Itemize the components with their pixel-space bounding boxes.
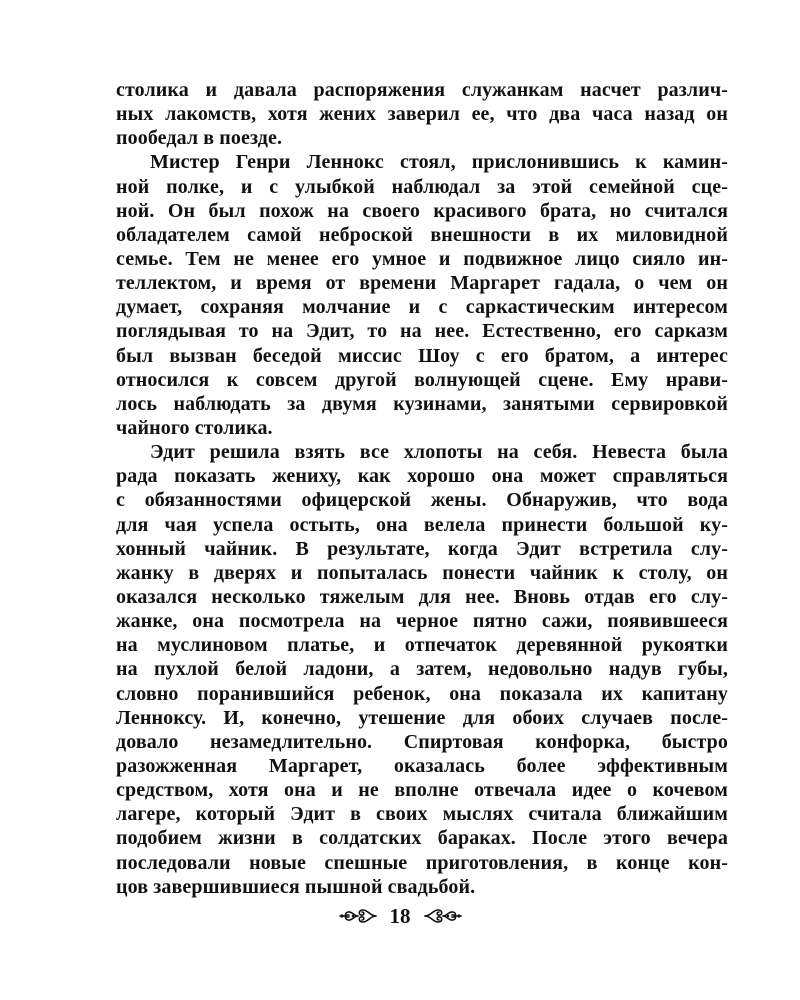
text-line: Ленноксу. И, конечно, утешение для обоих случаев после- xyxy=(116,706,728,729)
text-line: лось наблюдать за двумя кузинами, занятыми сервировкой xyxy=(116,392,728,415)
text-line: поглядывая то на Эдит, то на нее. Естественно, его сарказм xyxy=(116,320,728,343)
text-line: Эдит решила взять все хлопоты на себя. Невеста была xyxy=(150,441,728,464)
body-text xyxy=(116,78,728,899)
text-line: думает, сохраняя молчание и с саркастическим интересом xyxy=(116,296,728,319)
text-line: хонный чайник. В результате, когда Эдит встретила слу- xyxy=(116,537,728,560)
text-line: лагере, который Эдит в своих мыслях считала ближайшим xyxy=(116,803,728,826)
text-line: разожженная Маргарет, оказалась более эффективным xyxy=(116,754,728,777)
right-ornament-icon xyxy=(423,905,463,927)
text-line: чайного столика. xyxy=(116,416,273,439)
text-line: на пухлой белой ладони, а затем, недовольно надув губы, xyxy=(116,658,728,681)
text-line: ных лакомств, хотя жених заверил ее, что два часа назад он xyxy=(116,103,728,126)
text-line: жанке, она посмотрела на черное пятно сажи, появившееся xyxy=(116,610,728,633)
page-footer xyxy=(0,898,800,934)
text-line: ной полке, и с улыбкой наблюдал за этой семейной сце- xyxy=(116,175,728,198)
text-line: ной. Он был похож на своего красивого брата, но считался xyxy=(116,199,728,222)
text-line: последовали новые спешные приготовления, в конце кон- xyxy=(116,851,728,874)
text-line: для чая успела остыть, она велела принести большой ку- xyxy=(116,513,728,536)
text-line: обладателем самой неброской внешности в их миловидной xyxy=(116,223,728,246)
text-line: жанку в дверях и попыталась понести чайник к столу, он xyxy=(116,561,728,584)
text-line: с обязанностями офицерской жены. Обнаружив, что вода xyxy=(116,489,728,512)
text-line: рада показать жениху, как хорошо она может справляться xyxy=(116,465,728,488)
text-line: был вызван беседой миссис Шоу с его братом, а интерес xyxy=(116,344,728,367)
text-line: довало незамедлительно. Спиртовая конфорка, быстро xyxy=(116,730,728,753)
page-number: 18 xyxy=(389,904,411,928)
text-line: на муслиновом платье, и отпечаток деревянной рукоятки xyxy=(116,634,728,657)
text-line: теллектом, и время от времени Маргарет гадала, о чем он xyxy=(116,272,728,295)
text-line: словно поранившийся ребенок, она показала их капитану xyxy=(116,682,728,705)
text-line: относился к совсем другой волнующей сцене. Ему нрави- xyxy=(116,368,728,391)
text-line: средством, хотя она и не вполне отвечала идее о кочевом xyxy=(116,779,728,802)
text-line: Мистер Генри Леннокс стоял, прислонившись к камин- xyxy=(150,151,728,174)
text-line: оказался несколько тяжелым для нее. Вновь отдав его слу- xyxy=(116,585,728,608)
text-line: цов завершившиеся пышной свадьбой. xyxy=(116,875,476,898)
text-line: семье. Тем не менее его умное и подвижное лицо сияло ин- xyxy=(116,247,728,270)
text-line: подобием жизни в солдатских бараках. После этого вечера xyxy=(116,827,728,850)
left-ornament-icon xyxy=(338,905,378,927)
text-line: пообедал в поезде. xyxy=(116,127,283,150)
text-line: столика и давала распоряжения служанкам насчет различ- xyxy=(116,79,728,101)
